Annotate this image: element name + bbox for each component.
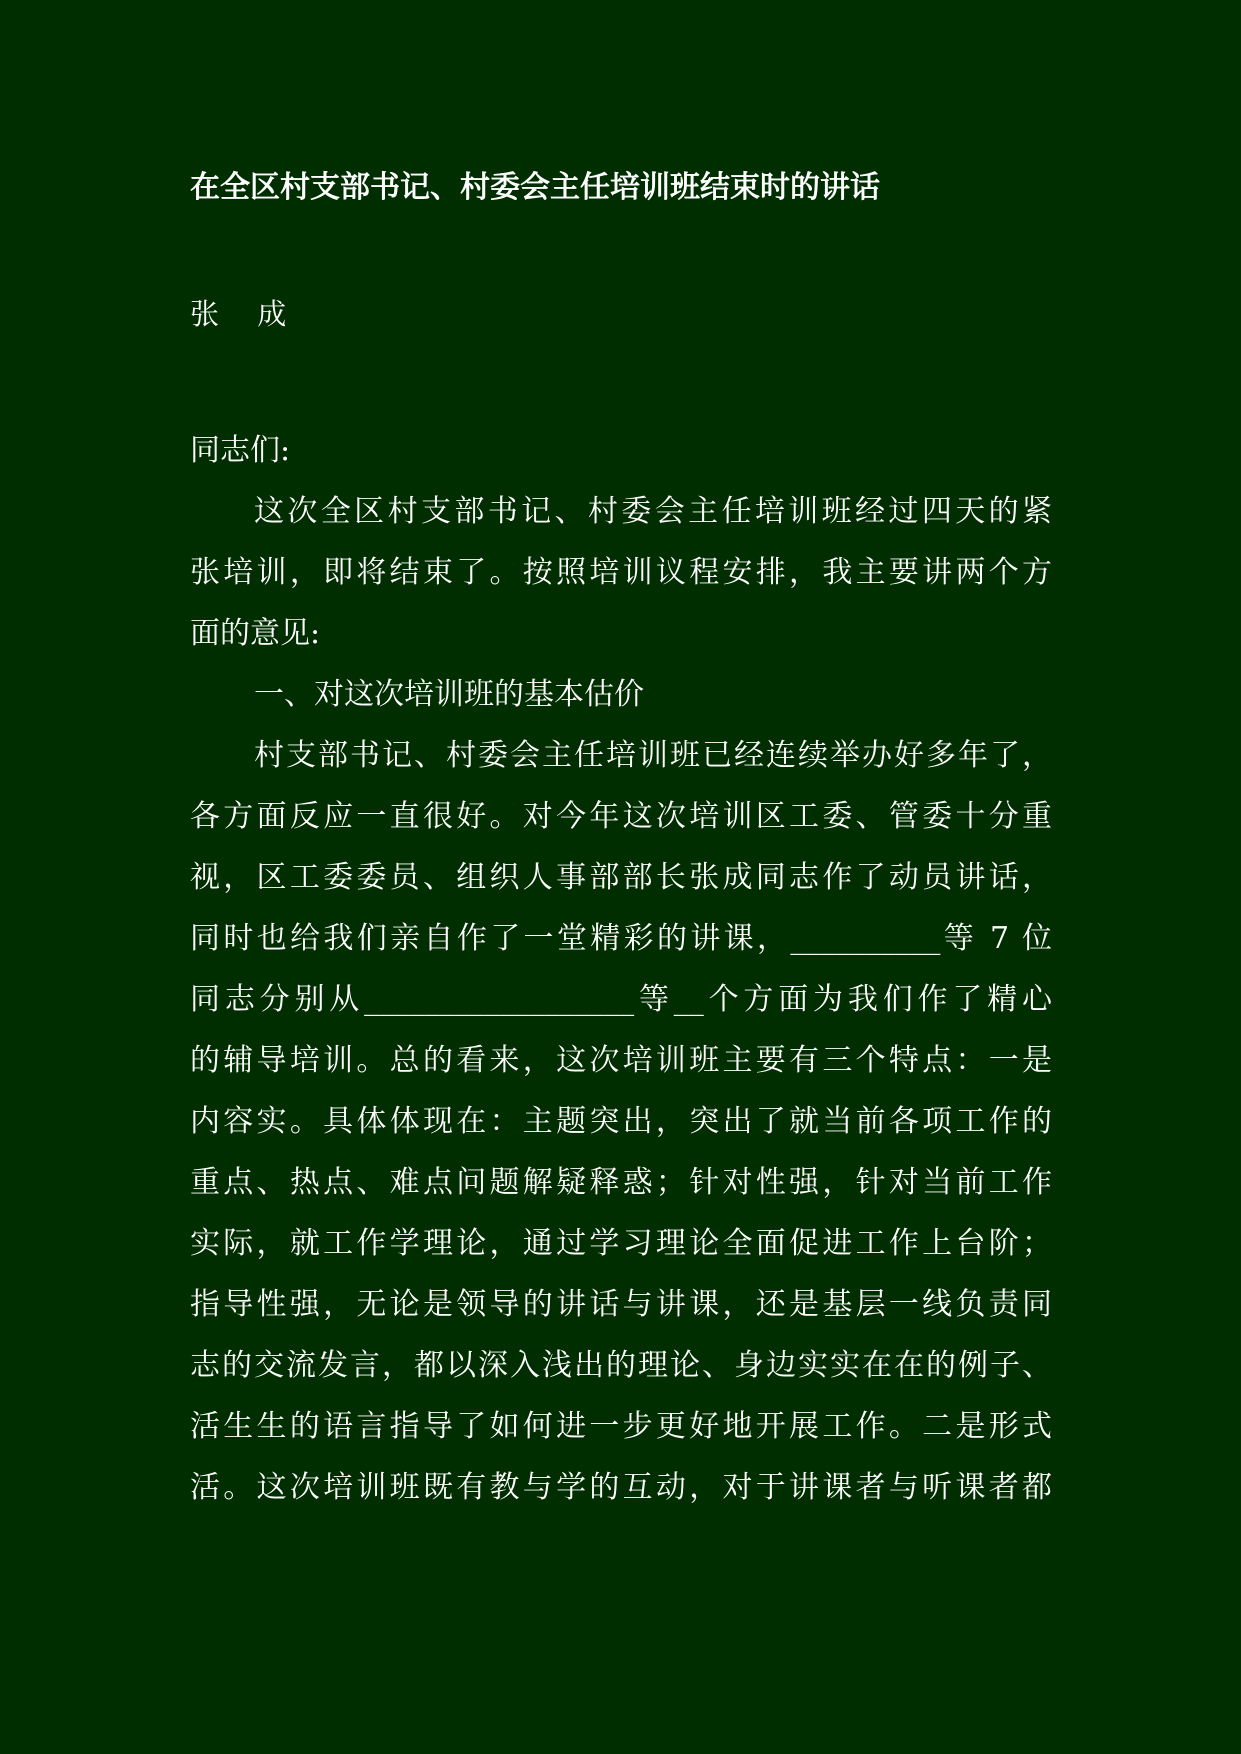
body-line: 重点、热点、难点问题解疑释惑；针对性强，针对当前工作 [190, 1165, 1052, 1200]
body-line: 村支部书记、村委会主任培训班已经连续举办好多年了， [254, 738, 1052, 773]
document-author: 张 成 [190, 297, 287, 331]
body-line: 同时也给我们亲自作了一堂精彩的讲课，__________等 7 位 [190, 921, 1052, 956]
document-body [190, 420, 1052, 1518]
body-line: 活生生的语言指导了如何进一步更好地开展工作。二是形式 [190, 1409, 1052, 1444]
body-line: 各方面反应一直很好。对今年这次培训区工委、管委十分重 [190, 799, 1052, 834]
body-line: 内容实。具体体现在：主题突出，突出了就当前各项工作的 [190, 1104, 1052, 1139]
body-line: 张培训，即将结束了。按照培训议程安排，我主要讲两个方 [190, 555, 1052, 590]
body-line: 视，区工委委员、组织人事部部长张成同志作了动员讲话， [190, 860, 1052, 895]
body-line: 同志分别从__________________等__个方面为我们作了精心 [190, 982, 1052, 1017]
body-line: 活。这次培训班既有教与学的互动，对于讲课者与听课者都 [190, 1470, 1052, 1505]
body-line: 指导性强，无论是领导的讲话与讲课，还是基层一线负责同 [190, 1287, 1052, 1322]
body-line: 面的意见: [190, 616, 321, 651]
body-line: 志的交流发言，都以深入浅出的理论、身边实实在在的例子、 [190, 1348, 1052, 1383]
body-line: 这次全区村支部书记、村委会主任培训班经过四天的紧 [254, 494, 1052, 529]
salutation: 同志们: [190, 433, 291, 468]
section-heading: 一、对这次培训班的基本估价 [254, 677, 644, 712]
body-line: 实际，就工作学理论，通过学习理论全面促进工作上台阶； [190, 1226, 1052, 1261]
document-title: 在全区村支部书记、村委会主任培训班结束时的讲话 [190, 170, 880, 205]
body-line: 的辅导培训。总的看来，这次培训班主要有三个特点：一是 [190, 1043, 1052, 1078]
